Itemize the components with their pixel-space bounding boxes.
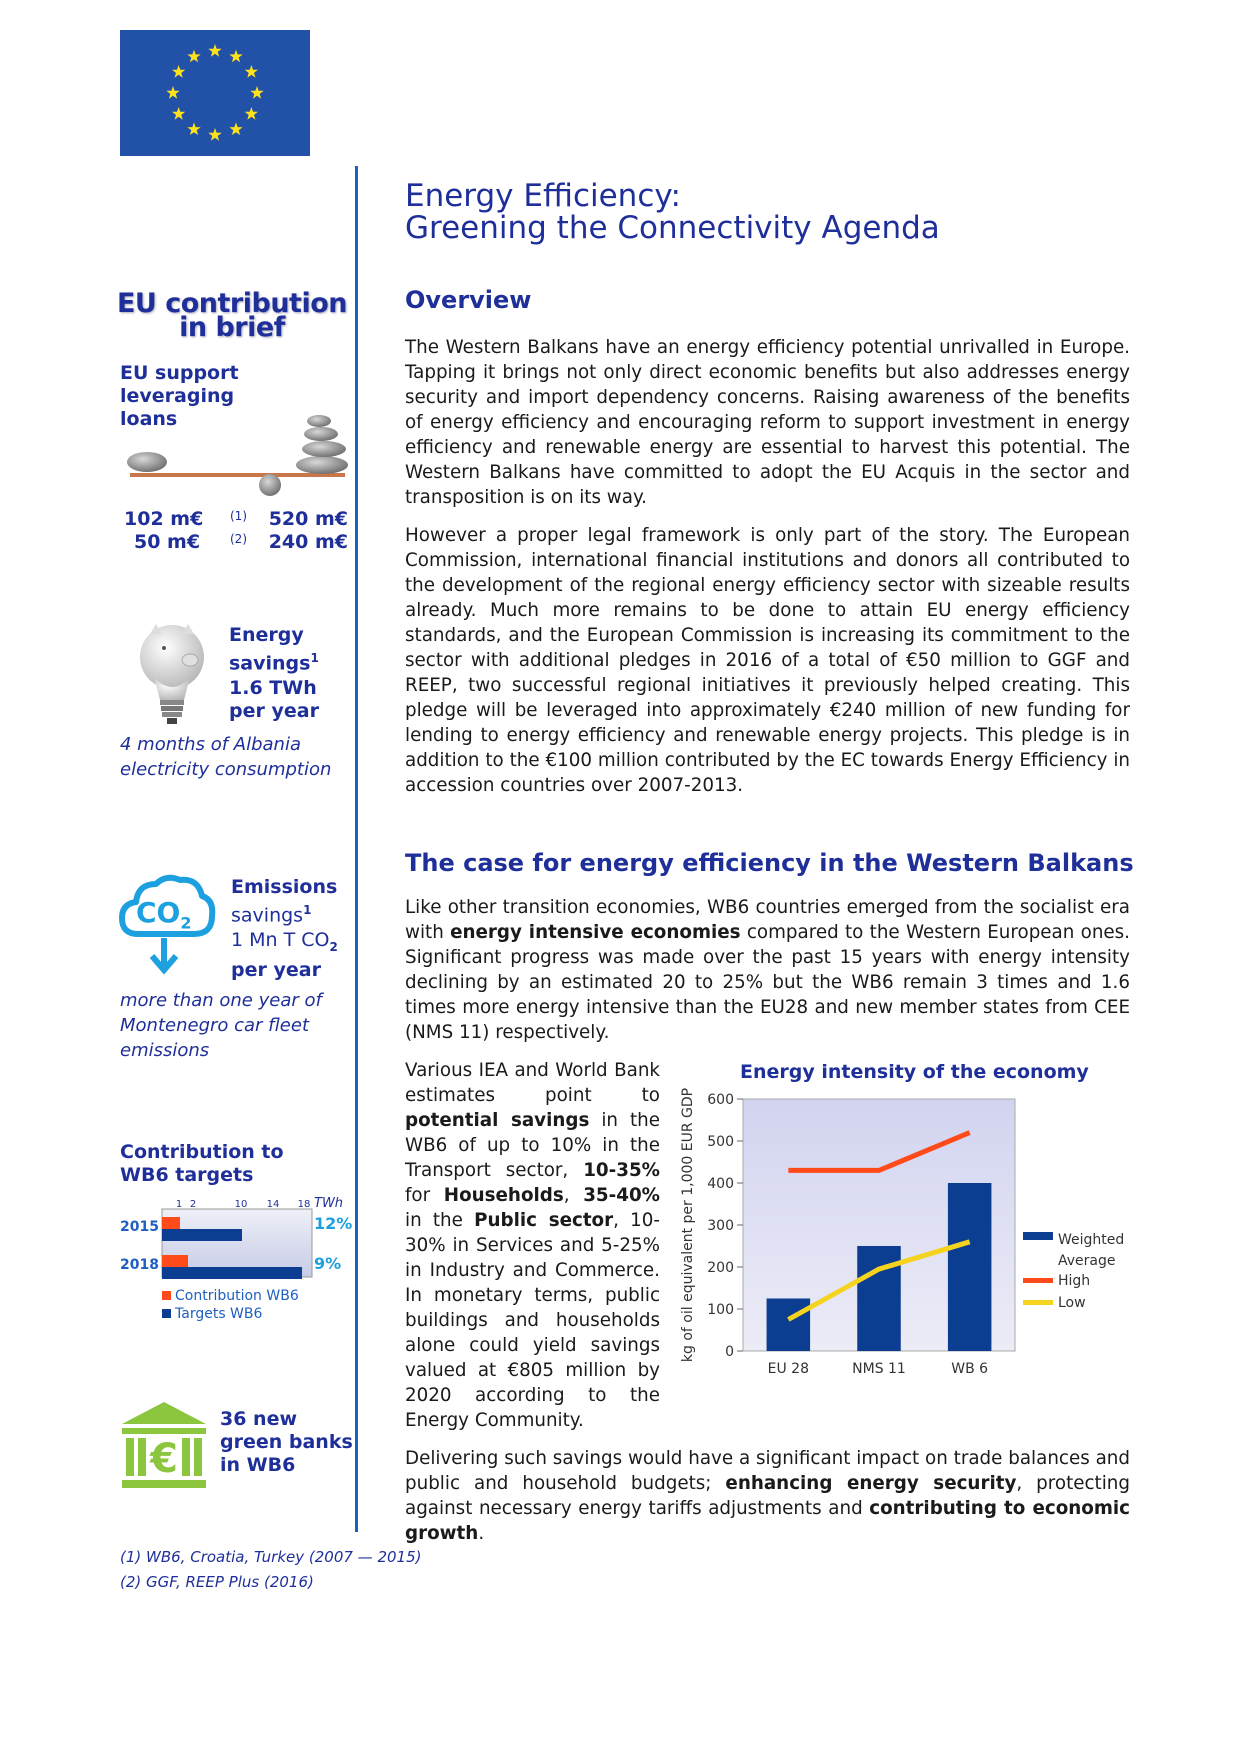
energy-value: 1.6 TWh [229,677,317,700]
eu-support-amount: 102 m€ [124,508,204,530]
emissions-savings [231,876,338,982]
emissions-note [120,988,322,1063]
mini-legend-label: Targets WB6 [175,1306,263,1322]
emissions-value-sub: 2 [329,940,338,955]
text-run: for [405,1185,444,1206]
eu-star-icon [208,44,221,57]
eu-support-amount: 50 m€ [134,531,201,553]
loan-row [120,531,350,554]
footnote-2: (2) GGF, REEP Plus (2016) [120,1573,314,1591]
emissions-label-line2: savings [231,904,304,927]
co2-cloud-icon [118,872,216,982]
footnotes [120,1545,421,1595]
targets-label [120,1141,284,1187]
legend-swatch-high [1023,1278,1053,1283]
co2-icon-label [136,896,192,933]
overview-paragraph-1: The Western Balkans have an energy efficiency potential unrivalled in Europe. Tapping it brings not only direct economic benefits but also addresses energy security and import dependency concerns. Raising awareness of the benefits of energy efficiency and encouraging reform to support investment in energy efficiency and renewable energy are essential to harvest this potential. The Western Balkans have committed to adopt the EU Acquis in the sector and transposition is on its way. [405,337,1130,508]
energy-note-line2: electricity consumption [120,759,332,780]
energy-note [120,732,331,782]
text-run-bold: potential savings [405,1110,590,1131]
loan-amounts [120,508,350,554]
y-tick-label: 100 [707,1302,734,1318]
mini-target-bar [162,1229,242,1241]
sidebar-title-line1: EU contribution [116,288,347,319]
mini-tick-label: 18 [297,1199,311,1210]
legend-label: Low [1058,1295,1086,1311]
eu-star-icon [187,122,200,135]
mini-tick-label: 2 [189,1199,197,1210]
targets-mini-chart [118,1195,358,1325]
y-tick-label: 600 [707,1092,734,1108]
text-run: , [563,1185,584,1206]
mini-percent-label: 12% [314,1214,353,1233]
energy-label-line2: savings [229,652,311,675]
loans-label-line2: leveraging [120,385,235,407]
text-run: . [478,1523,485,1544]
y-tick-label: 200 [707,1260,734,1276]
text-run: Various IEA and World Bank estimates point to [405,1060,660,1106]
mini-tick-label: 1 [175,1199,183,1210]
case-heading: The case for energy efficiency in the Western Balkans [405,849,1134,877]
case-paragraph-3 [405,1446,1130,1546]
energy-value-unit: per year [229,700,319,723]
euro-icon: € [150,1436,178,1482]
y-tick-label: 500 [707,1134,734,1150]
banks-line3: in WB6 [220,1454,296,1476]
banks-line2: green banks [220,1431,353,1453]
bar-weighted-average [948,1183,992,1351]
text-run-bold: 10-35% [583,1160,660,1181]
eu-star-icon [172,107,185,120]
eu-stars-icon [120,30,310,156]
overview-heading: Overview [405,286,532,314]
mini-percent-label: 9% [314,1254,342,1273]
page-title [405,180,940,244]
bar-weighted-average [767,1299,811,1352]
y-axis-label: kg of oil equivalent per 1,000 EUR GDP [680,1087,696,1363]
loans-label-line3: loans [120,408,178,430]
case-paragraph-2 [405,1058,660,1433]
text-run-bold: Public sector [474,1210,614,1231]
eu-star-icon [166,86,179,99]
emissions-note-line3: emissions [120,1040,210,1061]
energy-note-line1: 4 months of Albania [120,734,301,755]
case-paragraph-1 [405,895,1130,1045]
page-title-line1: Energy Efficiency: [405,178,681,214]
eu-star-icon [229,50,242,63]
legend-label: Average [1058,1253,1116,1269]
footnote-ref: 1 [310,651,319,665]
energy-label-line1: Energy [229,624,304,646]
targets-label-line1: Contribution to [120,1141,284,1163]
y-tick-label: 0 [725,1344,734,1360]
text-run-bold: enhancing energy security [725,1473,1017,1494]
sidebar-title-line2: in brief [179,312,285,343]
co2-icon-text: CO [136,896,181,929]
energy-savings [229,624,319,723]
overview-paragraph-2: However a proper legal framework is only part of the story. The European Commission, international financial institutions and donors all contributed to the development of the regional energy efficiency sector with sizeable results already. Much more remains to be done to attain EU energy efficiency standards, and the European Commission is increasing its commitment to the sector with additional pledges in 2016 of a total of €50 million to GGF and REEP, two successful regional initiatives it previously helped creating. This pledge will be leveraged into approximately €240 million of new funding for lending to energy efficiency and renewable energy projects. This pledge is in addition to the €100 million contributed by the EC towards Energy Efficiency in accession countries over 2007-2013. [405,525,1130,796]
eu-star-icon [245,107,258,120]
footnote-ref: (2) [230,532,247,546]
mini-tick-label: 14 [266,1199,280,1210]
y-tick-label: 300 [707,1218,734,1234]
emissions-value-unit: per year [231,959,321,982]
mini-legend-swatch [162,1291,171,1300]
green-banks [220,1408,353,1477]
mini-year-label: 2018 [120,1257,159,1273]
eu-star-icon [172,65,185,78]
eu-star-icon [245,65,258,78]
x-tick-label: EU 28 [767,1361,810,1377]
emissions-note-line2: Montenegro car fleet [120,1015,310,1036]
leveraged-amount: 240 m€ [268,531,348,553]
text-run: in the WB6 of up to 10% in the Transport sector, [405,1110,660,1181]
legend-label: High [1058,1273,1091,1289]
mini-contribution-bar [162,1217,180,1229]
targets-label-line2: WB6 targets [120,1164,254,1186]
eu-star-icon [208,128,221,141]
mini-year-label: 2015 [120,1219,159,1235]
balance-stones-icon [122,405,352,500]
legend-label: Weighted [1058,1232,1125,1248]
y-tick-label: 400 [707,1176,734,1192]
legend-swatch-weighted [1023,1232,1053,1240]
sidebar-title [112,288,352,343]
eu-star-icon [229,122,242,135]
footnote-ref: (1) [230,509,247,523]
mini-unit-label: TWh [314,1196,344,1211]
energy-intensity-chart [675,1085,1140,1395]
text-run: , protecting against necessary energy tariffs adjustments and [405,1473,1130,1519]
co2-icon-sub: 2 [180,913,192,933]
footnote-ref: 1 [303,903,312,917]
eu-flag-logo [120,30,310,156]
page-title-line2: Greening the Connectivity Agenda [405,210,940,246]
mini-contribution-bar [162,1255,188,1267]
banks-line1: 36 new [220,1408,298,1430]
loans-label-line1: EU support [120,362,239,384]
text-run-bold: energy intensive economies [450,922,741,943]
vertical-divider [355,166,358,1532]
text-run-bold: Households [443,1185,564,1206]
x-tick-label: WB 6 [951,1361,989,1377]
emissions-note-line1: more than one year of [120,990,322,1011]
mini-legend-swatch [162,1309,171,1318]
mini-tick-label: 10 [234,1199,248,1210]
text-run: , 10-30% in Services and 5-25% in Industry and Commerce. In monetary terms, public buildings and households alone could yield savings valued at €805 million by 2020 according to the Energy Community. [405,1210,661,1431]
bank-icon [118,1398,210,1490]
emissions-label-line1: Emissions [231,876,338,898]
x-tick-label: NMS 11 [852,1361,906,1377]
leveraged-amount: 520 m€ [268,508,348,530]
eu-star-icon [250,86,263,99]
legend-swatch-low [1023,1300,1053,1305]
footnote-1: (1) WB6, Croatia, Turkey (2007 — 2015) [120,1548,422,1566]
text-run: Delivering such savings would have a significant impact on trade balances and public and household budgets; [405,1448,1130,1494]
emissions-value: 1 Mn T CO [231,929,330,952]
chart-title: Energy intensity of the economy [740,1061,1089,1083]
text-run: Like other transition economies, WB6 countries emerged from the socialist era with [405,897,1130,943]
bar-weighted-average [857,1246,901,1351]
text-run: in the [405,1210,475,1231]
mini-legend-label: Contribution WB6 [175,1288,299,1304]
text-run: compared to the Western European ones. Significant progress was made over the past 15 years with energy intensity declining by an estimated 20 to 25% but the WB6 remain 3 times and 1.6 times more energy intensive than the EU28 and new member states from CEE (NMS 11) respectively. [405,922,1130,1043]
text-run-bold: 35-40% [583,1185,660,1206]
eu-star-icon [187,50,200,63]
text-run-bold: contributing to economic growth [405,1498,1130,1544]
mini-target-bar [162,1267,302,1279]
piggy-lightbulb-icon [132,622,212,727]
